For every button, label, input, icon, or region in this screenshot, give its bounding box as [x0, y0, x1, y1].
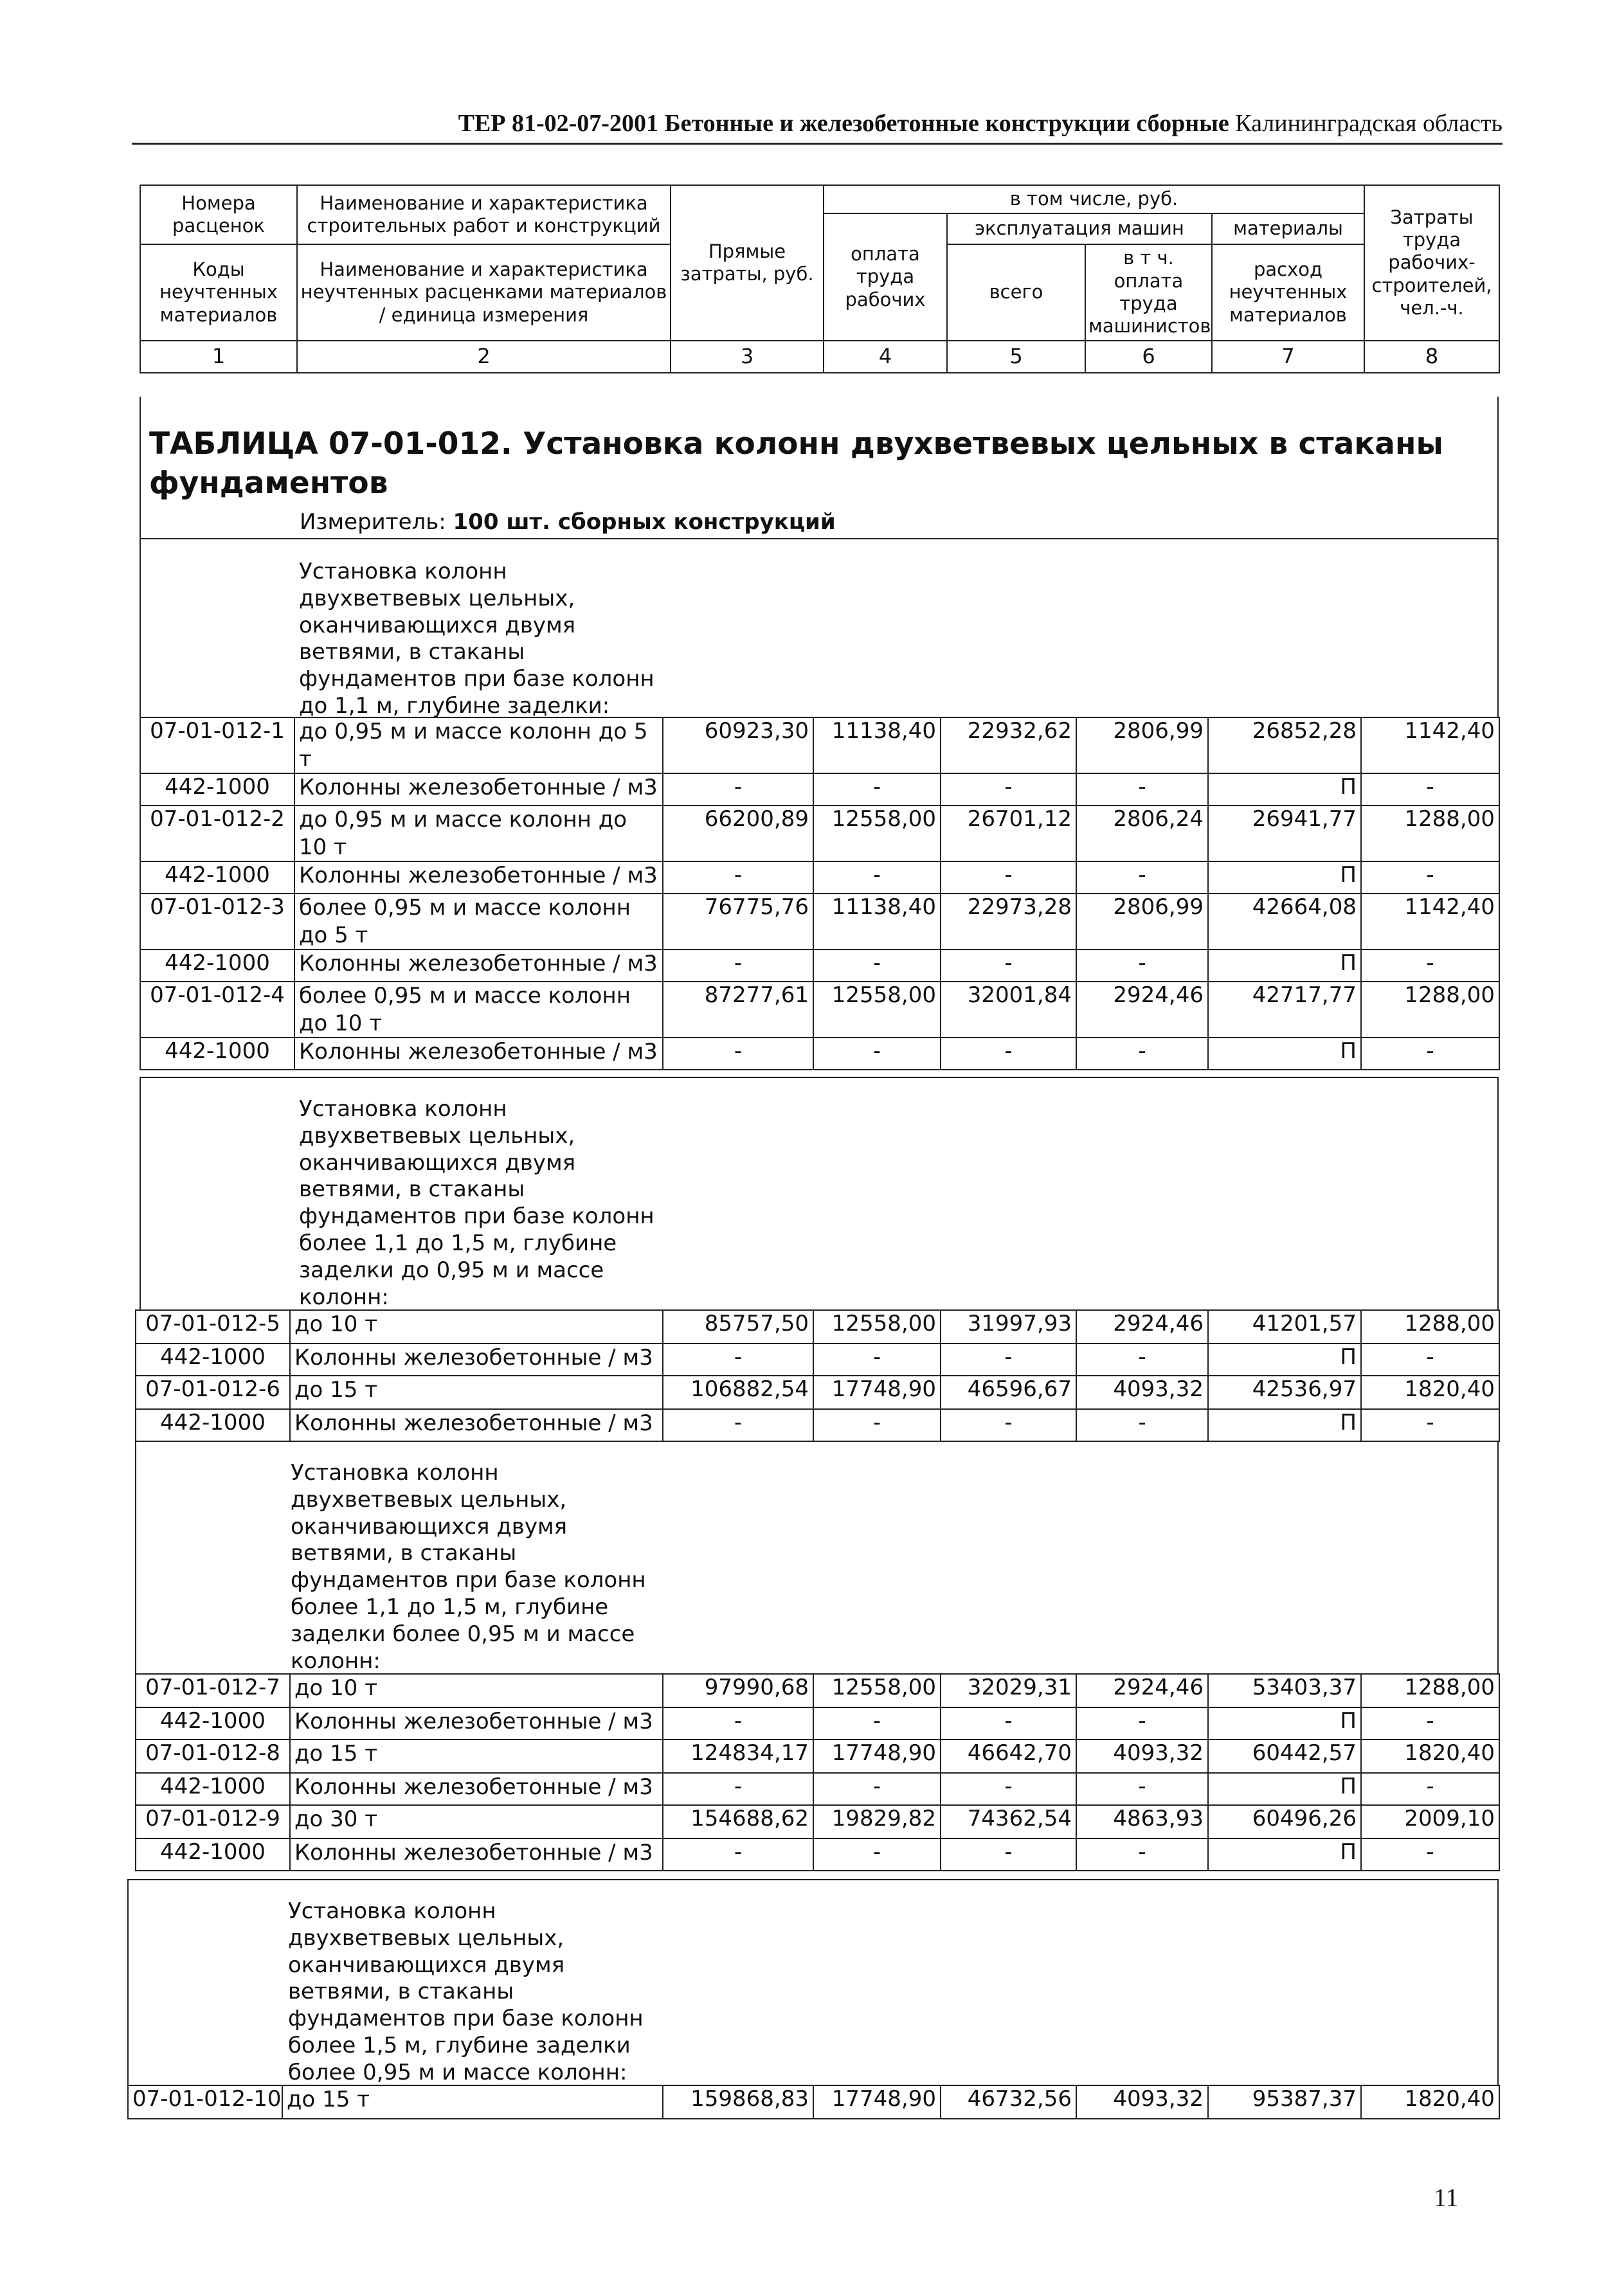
material-value: -: [663, 1773, 813, 1805]
direct-costs: 60923,30: [663, 717, 813, 773]
material-value: -: [663, 1038, 813, 1070]
table-row: [136, 1376, 1499, 1409]
section-description: Установка колонн двухветвевых цельных, оканчивающихся двумя ветвями, в стаканы фундаментов при базе колонн более 1,1 до 1,5 м, глубине заделки до 0,95 м и массе колонн:: [299, 1096, 654, 1310]
section-block: [135, 1441, 1499, 1675]
material-value: П: [1208, 1038, 1361, 1070]
material-value: -: [1361, 1409, 1499, 1441]
material-value: -: [1076, 1344, 1208, 1376]
direct-costs: 106882,54: [663, 1376, 813, 1409]
direct-costs: 154688,62: [663, 1805, 813, 1839]
machines-total: 31997,93: [941, 1310, 1076, 1344]
materials-cost: 42717,77: [1208, 982, 1361, 1038]
machinists-pay: 2806,99: [1076, 717, 1208, 773]
col-number: 1: [140, 341, 297, 373]
rate-name: более 0,95 м и массе колонн до 10 т: [294, 982, 663, 1038]
material-value: -: [1361, 861, 1499, 894]
materials-cost: 60496,26: [1208, 1805, 1361, 1839]
rate-name: до 10 т: [290, 1674, 663, 1707]
material-row: [136, 1344, 1499, 1376]
col-number: 8: [1364, 341, 1499, 373]
material-name: Колонны железобетонные / м3: [290, 1409, 663, 1441]
column-header-table: [140, 184, 1500, 373]
col-header-incl: в том числе, руб.: [824, 185, 1364, 213]
material-value: -: [813, 773, 941, 805]
machinists-pay: 2924,46: [1076, 1310, 1208, 1344]
table-title: ТАБЛИЦА 07-01-012. Установка колонн двухветвевых цельных в стаканы фундаментов: [149, 426, 1443, 501]
material-name: Колонны железобетонные / м3: [294, 773, 663, 805]
labor-pay: 12558,00: [813, 1674, 941, 1707]
labor-hours: 2009,10: [1361, 1805, 1499, 1839]
header-title: ТЕР 81-02-07-2001 Бетонные и железобетонные конструкции сборные: [458, 110, 1229, 137]
col-header-materials: материалы: [1212, 213, 1364, 244]
section-description: Установка колонн двухветвевых цельных, оканчивающихся двумя ветвями, в стаканы фундаментов при базе колонн более 1,5 м, глубине заделки более 0,95 м и массе колонн:: [288, 1898, 644, 2085]
machines-total: 22973,28: [941, 894, 1076, 949]
material-value: -: [1076, 1773, 1208, 1805]
material-value: -: [813, 861, 941, 894]
material-code: 442-1000: [136, 1839, 290, 1871]
direct-costs: 124834,17: [663, 1740, 813, 1773]
table-row: [136, 1740, 1499, 1773]
meter-value: 100 шт. сборных конструкций: [453, 509, 836, 535]
col-number: 3: [671, 341, 824, 373]
col-number: 5: [947, 341, 1085, 373]
machines-total: 32001,84: [941, 982, 1076, 1038]
material-value: -: [941, 861, 1076, 894]
material-value: -: [813, 949, 941, 982]
machinists-pay: 2924,46: [1076, 1674, 1208, 1707]
material-value: П: [1208, 1409, 1361, 1441]
material-value: -: [1361, 1038, 1499, 1070]
material-value: П: [1208, 861, 1361, 894]
meter-line: [300, 509, 836, 535]
materials-cost: 41201,57: [1208, 1310, 1361, 1344]
machines-total: 46642,70: [941, 1740, 1076, 1773]
labor-pay: 11138,40: [813, 894, 941, 949]
material-value: -: [663, 949, 813, 982]
material-value: -: [813, 1839, 941, 1871]
machines-total: 32029,31: [941, 1674, 1076, 1707]
material-row: [136, 1409, 1499, 1441]
col-number: 2: [297, 341, 671, 373]
material-value: -: [813, 1038, 941, 1070]
material-value: -: [1076, 861, 1208, 894]
machinists-pay: 4093,32: [1076, 2085, 1208, 2119]
col-header-3: Прямые затраты, руб.: [671, 185, 824, 341]
material-value: -: [663, 861, 813, 894]
direct-costs: 76775,76: [663, 894, 813, 949]
col-header-machines: эксплуатация машин: [947, 213, 1212, 244]
machines-total: 26701,12: [941, 805, 1076, 861]
col-header-6: в т ч. оплата труда машинистов: [1085, 244, 1212, 341]
rate-code: 07-01-012-7: [136, 1674, 290, 1707]
labor-hours: 1820,40: [1361, 2085, 1499, 2119]
material-value: -: [813, 1344, 941, 1376]
material-name: Колонны железобетонные / м3: [294, 861, 663, 894]
material-value: -: [941, 1344, 1076, 1376]
section-block: [127, 1879, 1499, 2086]
material-value: -: [941, 773, 1076, 805]
running-header: [132, 109, 1502, 145]
machinists-pay: 2924,46: [1076, 982, 1208, 1038]
labor-hours: 1820,40: [1361, 1376, 1499, 1409]
rates-table-4: [127, 2085, 1500, 2119]
table-row: [136, 1310, 1499, 1344]
material-value: -: [1076, 1038, 1208, 1070]
material-row: [136, 1773, 1499, 1805]
col-header-1a: Номера расценок: [140, 185, 297, 244]
materials-cost: 95387,37: [1208, 2085, 1361, 2119]
material-value: -: [1361, 1344, 1499, 1376]
col-header-2a: Наименование и характеристика строительных работ и конструкций: [297, 185, 671, 244]
direct-costs: 97990,68: [663, 1674, 813, 1707]
material-code: 442-1000: [140, 861, 294, 894]
material-value: -: [941, 1839, 1076, 1871]
section-block: [140, 538, 1499, 718]
material-value: -: [813, 1409, 941, 1441]
material-code: 442-1000: [136, 1773, 290, 1805]
direct-costs: 87277,61: [663, 982, 813, 1038]
material-value: П: [1208, 1344, 1361, 1376]
rate-name: до 0,95 м и массе колонн до 5 т: [294, 717, 663, 773]
rates-table-2: [135, 1309, 1500, 1442]
section-description: Установка колонн двухветвевых цельных, оканчивающихся двумя ветвями, в стаканы фундаментов при базе колонн до 1,1 м, глубине заделки:: [299, 559, 654, 719]
material-value: П: [1208, 949, 1361, 982]
material-value: -: [941, 1409, 1076, 1441]
rate-code: 07-01-012-3: [140, 894, 294, 949]
table-row: [136, 1674, 1499, 1707]
material-value: П: [1208, 1707, 1361, 1740]
machinists-pay: 4093,32: [1076, 1376, 1208, 1409]
table-row: [140, 717, 1499, 773]
labor-pay: 19829,82: [813, 1805, 941, 1839]
labor-hours: 1288,00: [1361, 1310, 1499, 1344]
table-row: [136, 1805, 1499, 1839]
materials-cost: 53403,37: [1208, 1674, 1361, 1707]
rate-name: до 15 т: [290, 1376, 663, 1409]
material-name: Колонны железобетонные / м3: [290, 1344, 663, 1376]
direct-costs: 66200,89: [663, 805, 813, 861]
rate-name: до 0,95 м и массе колонн до 10 т: [294, 805, 663, 861]
section-block: [140, 1077, 1499, 1311]
header-region: Калининградская область: [1235, 110, 1502, 137]
rate-code: 07-01-012-9: [136, 1805, 290, 1839]
material-name: Колонны железобетонные / м3: [290, 1839, 663, 1871]
col-number: 4: [824, 341, 947, 373]
machinists-pay: 2806,99: [1076, 894, 1208, 949]
material-value: -: [1076, 1839, 1208, 1871]
material-code: 442-1000: [136, 1344, 290, 1376]
machines-total: 22932,62: [941, 717, 1076, 773]
labor-hours: 1142,40: [1361, 894, 1499, 949]
material-value: -: [1076, 773, 1208, 805]
col-header-1b: Коды неучтенных материалов: [140, 244, 297, 341]
labor-hours: 1288,00: [1361, 982, 1499, 1038]
material-row: [140, 773, 1499, 805]
rate-name: до 15 т: [290, 1740, 663, 1773]
labor-pay: 17748,90: [813, 1740, 941, 1773]
table-row: [140, 805, 1499, 861]
col-header-2b: Наименование и характеристика неучтенных расценками материалов / единица измерения: [297, 244, 671, 341]
col-number: 6: [1085, 341, 1212, 373]
machines-total: 46596,67: [941, 1376, 1076, 1409]
material-name: Колонны железобетонные / м3: [294, 949, 663, 982]
material-value: П: [1208, 1773, 1361, 1805]
rates-table-1: [140, 717, 1500, 1070]
labor-hours: 1142,40: [1361, 717, 1499, 773]
col-header-7: расход неучтенных материалов: [1212, 244, 1364, 341]
materials-cost: 42664,08: [1208, 894, 1361, 949]
materials-cost: 26852,28: [1208, 717, 1361, 773]
rates-table-3: [135, 1673, 1500, 1871]
labor-pay: 12558,00: [813, 1310, 941, 1344]
rate-code: 07-01-012-4: [140, 982, 294, 1038]
rate-name: до 15 т: [282, 2085, 663, 2119]
labor-pay: 17748,90: [813, 1376, 941, 1409]
meter-label: Измеритель:: [300, 509, 453, 535]
material-value: -: [813, 1773, 941, 1805]
labor-pay: 12558,00: [813, 805, 941, 861]
rate-code: 07-01-012-10: [128, 2085, 282, 2119]
material-value: -: [1361, 1707, 1499, 1740]
materials-cost: 60442,57: [1208, 1740, 1361, 1773]
section-description: Установка колонн двухветвевых цельных, оканчивающихся двумя ветвями, в стаканы фундаментов при базе колонн более 1,1 до 1,5 м, глубине заделки более 0,95 м и массе колонн:: [291, 1460, 646, 1674]
page-number: 11: [1434, 2183, 1459, 2212]
material-row: [140, 949, 1499, 982]
rate-code: 07-01-012-6: [136, 1376, 290, 1409]
machines-total: 74362,54: [941, 1805, 1076, 1839]
material-value: -: [663, 1409, 813, 1441]
material-code: 442-1000: [140, 949, 294, 982]
material-value: -: [1076, 1707, 1208, 1740]
machinists-pay: 4093,32: [1076, 1740, 1208, 1773]
materials-cost: 26941,77: [1208, 805, 1361, 861]
table-row: [128, 2085, 1499, 2119]
material-value: -: [941, 1038, 1076, 1070]
labor-pay: 12558,00: [813, 982, 941, 1038]
rate-name: более 0,95 м и массе колонн до 5 т: [294, 894, 663, 949]
materials-cost: 42536,97: [1208, 1376, 1361, 1409]
material-value: -: [1361, 1839, 1499, 1871]
labor-hours: 1288,00: [1361, 805, 1499, 861]
labor-hours: 1288,00: [1361, 1674, 1499, 1707]
material-row: [140, 1038, 1499, 1070]
rate-name: до 30 т: [290, 1805, 663, 1839]
material-value: П: [1208, 773, 1361, 805]
material-code: 442-1000: [140, 773, 294, 805]
material-row: [136, 1839, 1499, 1871]
labor-pay: 17748,90: [813, 2085, 941, 2119]
material-code: 442-1000: [136, 1409, 290, 1441]
material-value: -: [663, 773, 813, 805]
material-value: -: [663, 1839, 813, 1871]
labor-pay: 11138,40: [813, 717, 941, 773]
material-value: -: [1361, 773, 1499, 805]
material-value: -: [1076, 1409, 1208, 1441]
material-value: -: [663, 1344, 813, 1376]
machines-total: 46732,56: [941, 2085, 1076, 2119]
material-value: -: [941, 949, 1076, 982]
table-row: [140, 894, 1499, 949]
direct-costs: 159868,83: [663, 2085, 813, 2119]
material-name: Колонны железобетонные / м3: [290, 1773, 663, 1805]
material-value: -: [813, 1707, 941, 1740]
material-value: -: [941, 1707, 1076, 1740]
machinists-pay: 2806,24: [1076, 805, 1208, 861]
material-value: -: [1076, 949, 1208, 982]
material-row: [140, 861, 1499, 894]
col-number: 7: [1212, 341, 1364, 373]
col-header-4: оплата труда рабочих: [824, 213, 947, 341]
material-code: 442-1000: [140, 1038, 294, 1070]
col-header-5: всего: [947, 244, 1085, 341]
rate-code: 07-01-012-5: [136, 1310, 290, 1344]
material-row: [136, 1707, 1499, 1740]
material-value: -: [1361, 949, 1499, 982]
material-value: П: [1208, 1839, 1361, 1871]
col-header-8: Затраты труда рабочих-строителей, чел.-ч.: [1364, 185, 1499, 341]
labor-hours: 1820,40: [1361, 1740, 1499, 1773]
rate-name: до 10 т: [290, 1310, 663, 1344]
rate-code: 07-01-012-8: [136, 1740, 290, 1773]
rate-code: 07-01-012-1: [140, 717, 294, 773]
material-name: Колонны железобетонные / м3: [290, 1707, 663, 1740]
table-row: [140, 982, 1499, 1038]
machinists-pay: 4863,93: [1076, 1805, 1208, 1839]
rate-code: 07-01-012-2: [140, 805, 294, 861]
material-code: 442-1000: [136, 1707, 290, 1740]
material-value: -: [1361, 1773, 1499, 1805]
material-name: Колонны железобетонные / м3: [294, 1038, 663, 1070]
material-value: -: [941, 1773, 1076, 1805]
material-value: -: [663, 1707, 813, 1740]
direct-costs: 85757,50: [663, 1310, 813, 1344]
